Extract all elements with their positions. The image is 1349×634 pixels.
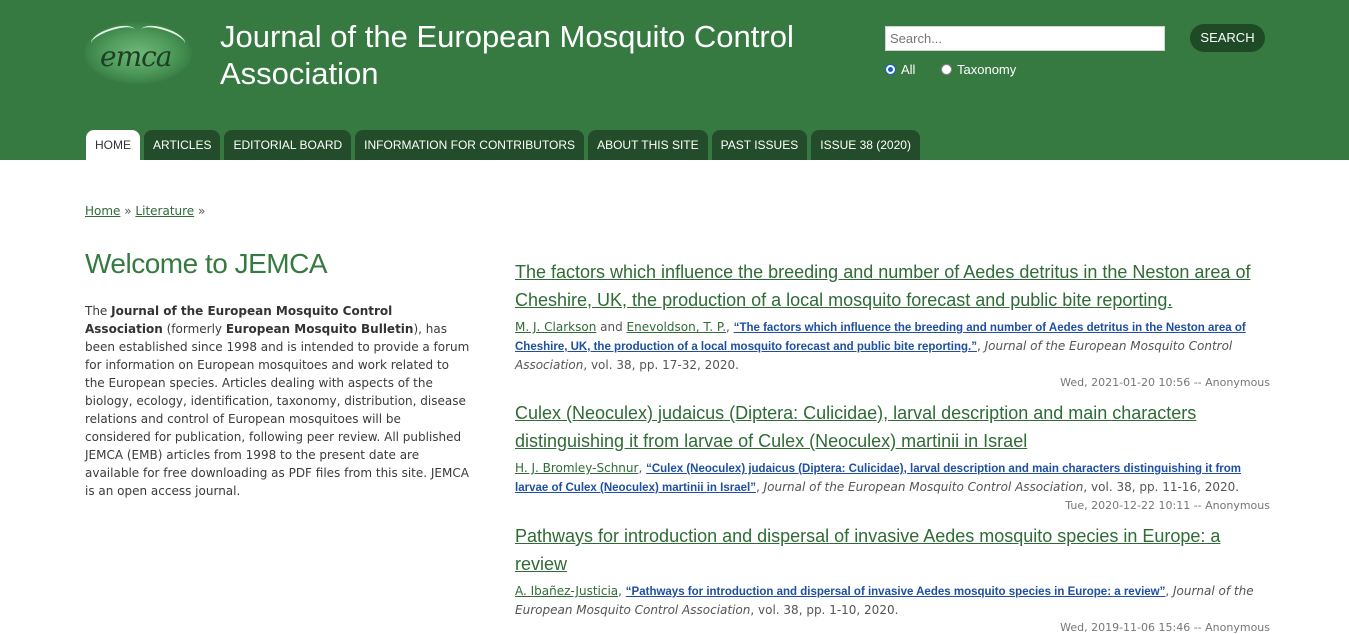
citation-text: , vol. 38, pp. 17-32, 2020. [583,358,739,372]
intro-paragraph [85,302,470,500]
citation-text: , [755,480,764,494]
main-nav [86,130,920,160]
tab-information-for-contributors[interactable]: INFORMATION FOR CONTRIBUTORS [355,130,584,160]
citation-journal: Journal of the European Mosquito Control Association [763,480,1084,494]
tab-issue-38[interactable]: ISSUE 38 (2020) [811,130,920,160]
emca-logo[interactable] [84,18,194,90]
tab-home[interactable]: HOME [86,130,140,160]
radio-all-dot[interactable] [885,64,896,75]
breadcrumb-home-link[interactable]: Home [85,204,121,218]
intro-text: (formerly [162,322,226,336]
article-citation [515,459,1270,497]
author-link[interactable]: H. J. Bromley-Schnur [515,461,639,475]
citation-title-link[interactable]: “Culex (Neoculex) judaicus (Diptera: Culicidae), larval description and main characters distinguishing it from larvae of Culex (Neoculex) martinii in Israel” [515,463,1242,494]
citation-text: , vol. 38, pp. 1-10, 2020. [750,603,899,617]
tab-articles[interactable]: ARTICLES [144,130,220,160]
citation-text: , [618,584,626,598]
radio-all-label: All [901,62,916,77]
citation-text: , [1165,584,1174,598]
citation-journal: Journal of the European Mosquito Control Association [515,339,1233,372]
radio-taxonomy-dot[interactable] [941,64,952,75]
search-button[interactable]: SEARCH [1190,24,1265,52]
intro-former-name: European Mosquito Bulletin [225,322,414,336]
tab-past-issues[interactable]: PAST ISSUES [712,130,808,160]
logo-text: emca [100,40,172,73]
intro-text: The [85,304,112,318]
page-title: Welcome to JEMCA [85,248,327,279]
citation-title-link[interactable]: “Pathways for introduction and dispersal of invasive Aedes mosquito species in Europe: a review” [625,586,1166,598]
search-input[interactable] [885,26,1165,51]
article-title-link[interactable]: The factors which influence the breeding and number of Aedes detritus in the Neston area of Cheshire, UK, the production of a local mosquito forecast and public bite reporting. [515,262,1251,310]
radio-taxonomy[interactable] [941,62,1016,77]
intro-journal-name: Journal of the European Mosquito Control Association [85,304,393,336]
breadcrumb [85,204,205,218]
author-link[interactable]: M. J. Clarkson [515,320,597,334]
tab-about-this-site[interactable]: ABOUT THIS SITE [588,130,708,160]
article-citation [515,582,1270,619]
citation-text: , [638,461,647,475]
citation-text: , vol. 38, pp. 11-16, 2020. [1083,480,1240,494]
article-meta: Wed, 2021-01-20 10:56 -- Anonymous [1060,376,1270,389]
breadcrumb-separator: » [194,204,206,218]
article-item [515,522,1270,634]
radio-all[interactable] [885,62,915,77]
citation-text: and [596,320,627,334]
author-link[interactable]: Enevoldson, T. P. [626,320,727,334]
citation-text: , [976,339,985,353]
tab-editorial-board[interactable]: EDITORIAL BOARD [224,130,351,160]
radio-taxonomy-label: Taxonomy [957,62,1017,77]
article-citation [515,318,1270,374]
breadcrumb-separator: » [120,204,136,218]
breadcrumb-literature-link[interactable]: Literature [135,204,195,218]
site-header [0,0,1349,160]
article-meta: Wed, 2019-11-06 15:46 -- Anonymous [1060,621,1270,634]
citation-title-link[interactable]: “The factors which influence the breeding and number of Aedes detritus in the Neston area of Cheshire, UK, the production of a local mosquito forecast and public bite reporting.” [515,322,1246,353]
article-meta: Tue, 2020-12-22 10:11 -- Anonymous [1065,499,1270,512]
citation-journal: Journal of the European Mosquito Control Association [515,584,1254,617]
site-title[interactable]: Journal of the European Mosquito Control Association [220,19,794,91]
intro-text: ), has been established since 1998 and is intended to provide a forum for information on European mosquitoes and work related to the European species. Articles dealing with aspects of the biology, ecology, identification, taxonomy, distribution, disease relations and control of European mosquitoes will be considered for publication, following peer review. All published JEMCA (EMB) articles from 1998 to the present date are available for free downloading as PDF files from this site. JEMCA is an open access journal. [85,322,470,498]
article-item [515,258,1270,389]
article-title-link[interactable]: Culex (Neoculex) judaicus (Diptera: Culicidae), larval description and main characters distinguishing it from larvae of Culex (Neoculex) martinii in Israel [515,403,1197,451]
article-title-link[interactable]: Pathways for introduction and dispersal of invasive Aedes mosquito species in Europe: a review [515,526,1221,574]
article-item [515,399,1270,512]
citation-text: , [726,320,734,334]
author-link[interactable]: A. Ibañez-Justicia [515,584,619,598]
